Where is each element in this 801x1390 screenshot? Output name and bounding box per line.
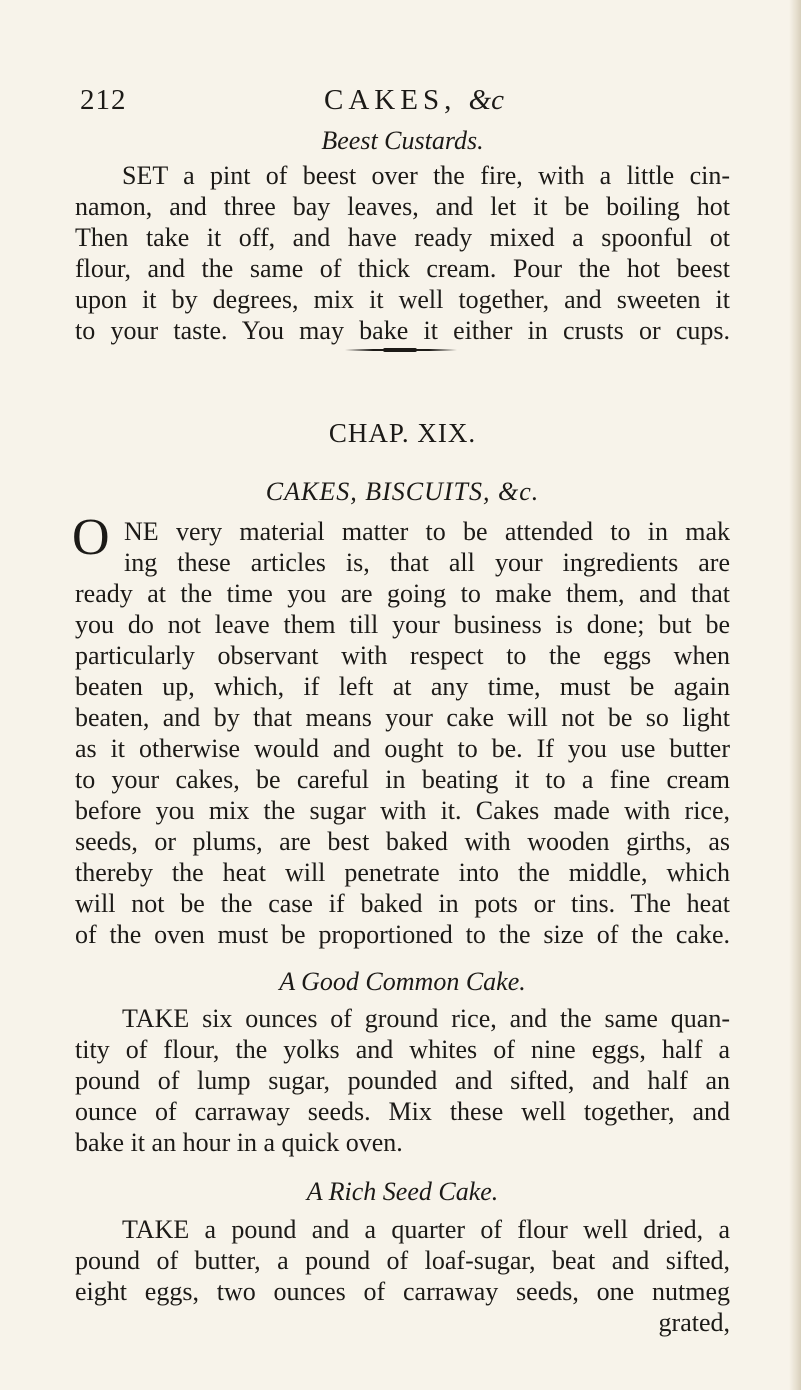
drop-cap: O (72, 509, 110, 566)
chapter-title: CAKES, BISCUITS, &c. (265, 477, 540, 506)
text-line: tity of flour, the yolks and whites of nine eggs, half a (75, 1035, 730, 1064)
text-line: pound of lump sugar, pounded and sifted, and half an (75, 1066, 730, 1095)
section-divider-rule (345, 349, 457, 351)
text-line: eight eggs, two ounces of carraway seeds, one nutmeg (75, 1277, 730, 1306)
text-line: as it otherwise would and ought to be. If you use butter (75, 734, 730, 763)
recipe-title-good-common-cake: A Good Common Cake. (279, 967, 526, 996)
catchword: grated, (658, 1308, 730, 1337)
text-line: to your cakes, be careful in beating it to a fine cream (75, 765, 730, 794)
text-line: NE very material matter to be attended to in mak (124, 517, 730, 546)
text-line: pound of butter, a pound of loaf-sugar, beat and sifted, (75, 1246, 730, 1275)
text-line: to your taste. You may bake it either in crusts or cups. (75, 316, 730, 345)
text-line: Then take it off, and have ready mixed a spoonful ot (75, 223, 730, 252)
text-line: seeds, or plums, are best baked with wooden girths, as (75, 827, 730, 856)
page-edge-shadow (789, 0, 801, 1390)
running-title: CAKES, &c (324, 84, 505, 116)
page-number: 212 (80, 84, 127, 116)
text-line: TAKE a pound and a quarter of flour well dried, a (122, 1215, 730, 1244)
text-line: upon it by degrees, mix it well together, and sweeten it (75, 285, 730, 314)
text-line: TAKE six ounces of ground rice, and the same quan- (122, 1004, 730, 1033)
text-line: before you mix the sugar with it. Cakes made with rice, (75, 796, 730, 825)
recipe-title-rich-seed-cake: A Rich Seed Cake. (306, 1177, 499, 1206)
running-title-etc: &c (468, 84, 505, 116)
text-line: of the oven must be proportioned to the size of the cake. (75, 920, 730, 949)
chapter-number: CHAP. XIX. (328, 418, 477, 448)
text-line: particularly observant with respect to the eggs when (75, 641, 730, 670)
text-line: bake it an hour in a quick oven. (75, 1128, 403, 1157)
text-line: namon, and three bay leaves, and let it be boiling hot (75, 192, 730, 221)
text-line: SET a pint of beest over the fire, with a little cin- (122, 161, 730, 190)
text-line: ounce of carraway seeds. Mix these well together, and (75, 1097, 730, 1126)
text-line: ing these articles is, that all your ingredients are (124, 548, 730, 577)
recipe-title-beest-custards: Beest Custards. (321, 126, 484, 155)
text-line: thereby the heat will penetrate into the middle, which (75, 858, 730, 887)
text-line: beaten up, which, if left at any time, must be again (75, 672, 730, 701)
text-line: you do not leave them till your business is done; but be (75, 610, 730, 639)
text-line: beaten, and by that means your cake will not be so light (75, 703, 730, 732)
text-line: will not be the case if baked in pots or tins. The heat (75, 889, 730, 918)
text-line: ready at the time you are going to make them, and that (75, 579, 730, 608)
text-line: flour, and the same of thick cream. Pour the hot beest (75, 254, 730, 283)
running-head (80, 84, 740, 124)
